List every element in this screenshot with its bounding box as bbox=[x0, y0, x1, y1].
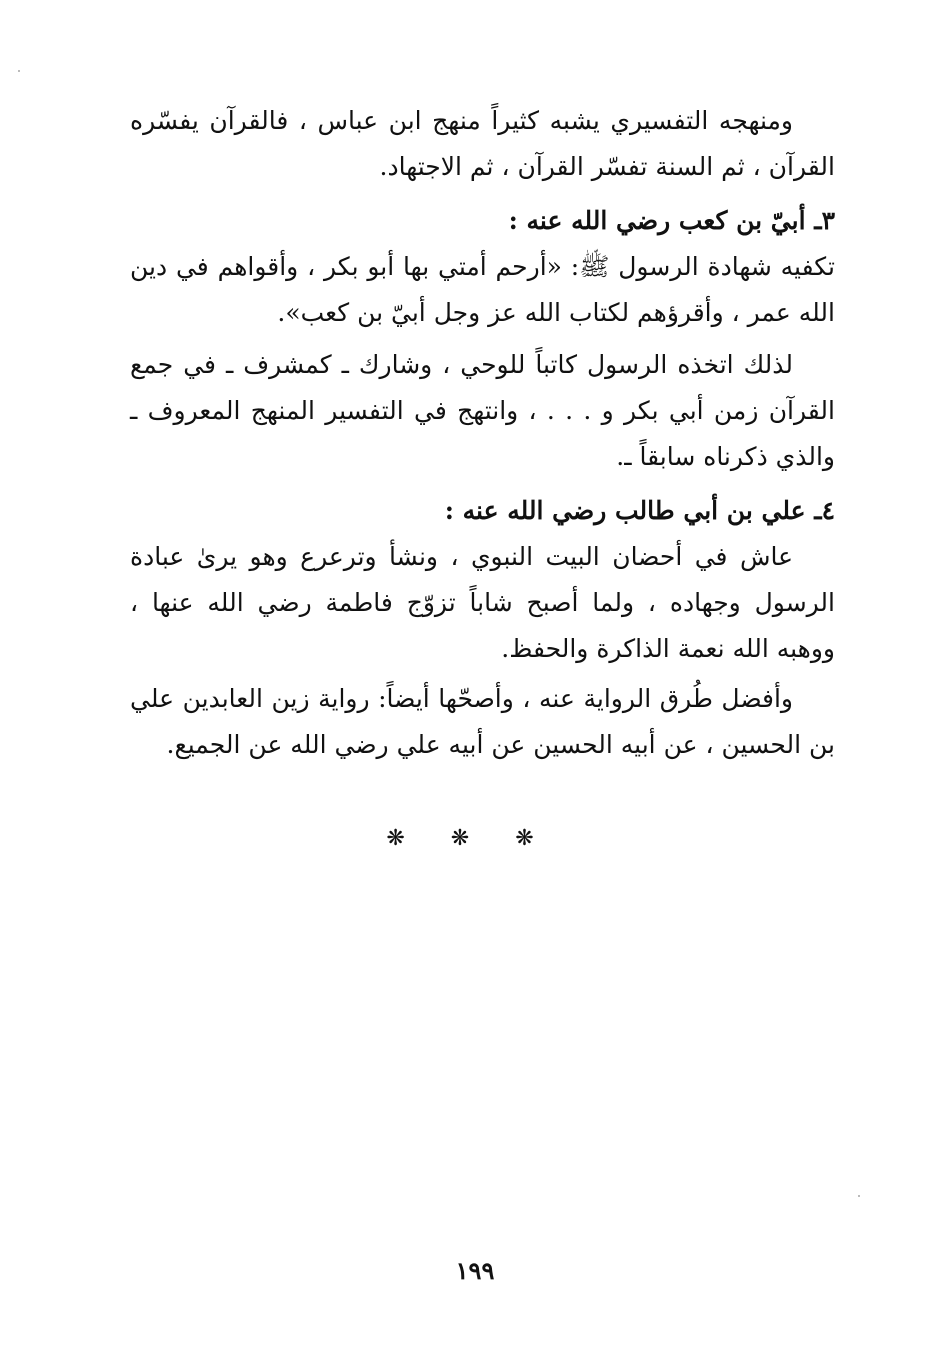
star-ornament-icon: ❋ bbox=[386, 826, 435, 851]
section-separator bbox=[0, 826, 950, 851]
star-ornament-icon: ❋ bbox=[450, 826, 500, 851]
page-number: ١٩٩ bbox=[455, 1256, 495, 1285]
heading-ali-ibn-abi-talib: ٤ـ علي بن أبي طالب رضي الله عنه : bbox=[444, 496, 835, 525]
star-ornament-icon: ❋ bbox=[515, 826, 564, 851]
scan-speck bbox=[18, 70, 20, 72]
paragraph-narration: وأفضل طُرق الرواية عنه ، وأصحّها أيضاً: رواية زين العابدين علي بن الحسين ، عن أبيه الحسين عن أبيه علي رضي الله عن الجميع. bbox=[130, 684, 835, 759]
paragraph-scribe: لذلك اتخذه الرسول كاتباً للوحي ، وشارك ـ كمشرف ـ في جمع القرآن زمن أبي بكر و . . . ، وانتهج في التفسير المنهج المعروف ـ والذي ذكرناه سابقاً ـ. bbox=[130, 350, 835, 471]
paragraph-testimony: تكفيه شهادة الرسول ﷺ: «أرحم أمتي بها أبو بكر ، وأقواهم في دين الله عمر ، وأقرؤهم لكتاب الله عز وجل أبيّ بن كعب». bbox=[130, 252, 835, 327]
body-text bbox=[130, 98, 835, 768]
paragraph-upbringing: عاش في أحضان البيت النبوي ، ونشأ وترعرع وهو يرىٰ عبادة الرسول وجهاده ، ولما أصبح شاباً تزوّج فاطمة رضي الله عنها ، ووهبه الله نعمة الذاكرة والحفظ. bbox=[130, 542, 835, 663]
scan-speck bbox=[858, 1195, 860, 1197]
paragraph-method: ومنهجه التفسيري يشبه كثيراً منهج ابن عباس ، فالقرآن يفسّره القرآن ، ثم السنة تفسّر القرآن ، ثم الاجتهاد. bbox=[130, 106, 835, 181]
heading-ubayy-ibn-kaab: ٣ـ أبيّ بن كعب رضي الله عنه : bbox=[508, 206, 835, 235]
